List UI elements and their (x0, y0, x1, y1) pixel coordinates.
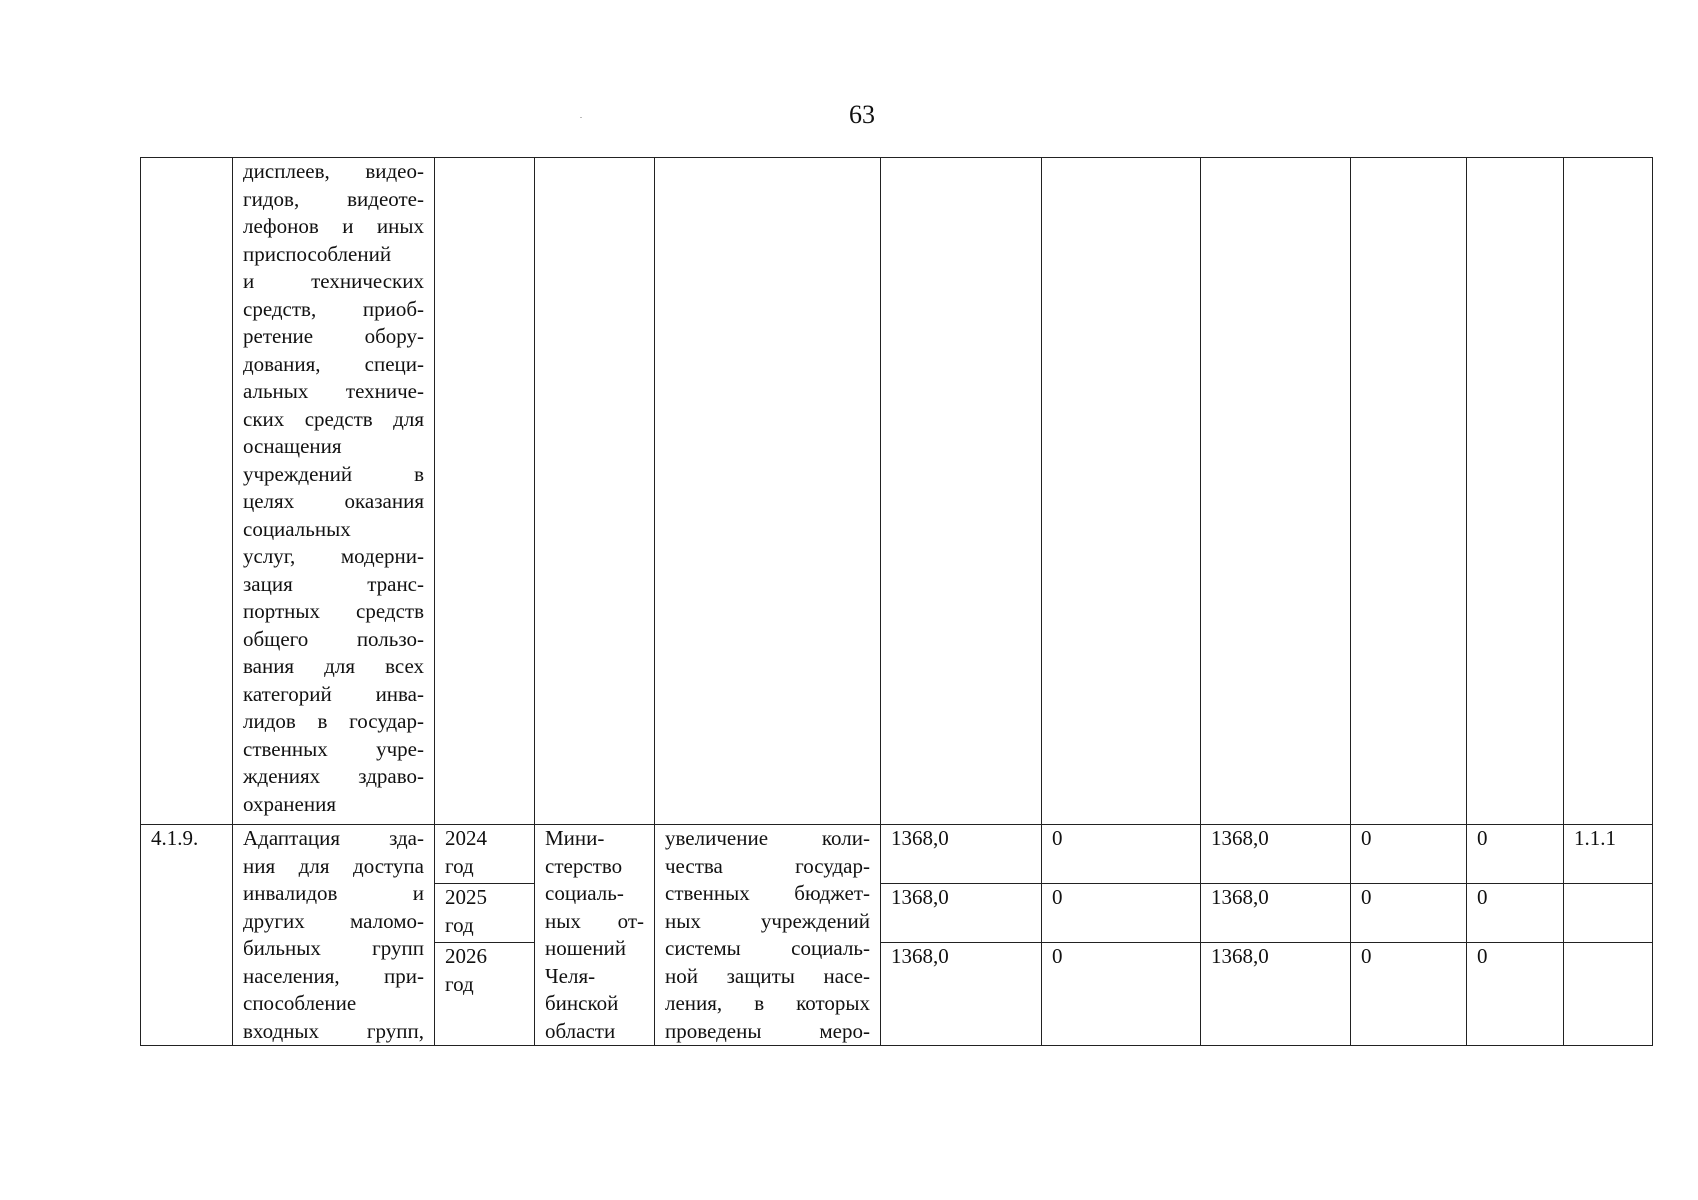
cell-regional: 1368,0 (1201, 825, 1351, 884)
year-unit: год (445, 912, 474, 937)
cell-total: 1368,0 (881, 943, 1042, 1046)
year-value: 2025 (445, 885, 487, 910)
description-line: лидов в государ- (243, 709, 424, 733)
description-line: услуг, модерни- (243, 544, 424, 568)
executor-line: ных от- (545, 908, 644, 933)
cell-executor (535, 825, 655, 1046)
description-line: и технических (243, 269, 424, 293)
table-row-continuation (141, 158, 1653, 825)
cell-year (435, 158, 535, 825)
cell-other: 0 (1467, 943, 1564, 1046)
cell-total (881, 158, 1042, 825)
description-line: ждениях здраво- (243, 764, 424, 788)
description-line: целях оказания (243, 489, 424, 513)
description-line: лефонов и иных (243, 214, 424, 238)
executor-line: области (545, 1018, 616, 1043)
description-line: средств, приоб- (243, 296, 424, 321)
description-line: социальных (243, 516, 351, 541)
cell-federal: 0 (1042, 943, 1201, 1046)
cell-local: 0 (1351, 943, 1467, 1046)
cell-regional: 1368,0 (1201, 943, 1351, 1046)
cell-indicator: 1.1.1 (1564, 825, 1653, 884)
description-line: способление (243, 991, 357, 1015)
description-line: ственных учре- (243, 736, 424, 761)
cell-year (435, 943, 535, 1046)
cell-regional (1201, 158, 1351, 825)
year-value: 2026 (445, 944, 487, 969)
description-line: гидов, видеоте- (243, 186, 424, 211)
description-line: бильных групп (243, 936, 424, 960)
description-line: ретение обору- (243, 324, 424, 348)
description-line: дования, специ- (243, 351, 424, 376)
executor-line: стерство (545, 853, 623, 878)
executor-line: ношений (545, 936, 626, 960)
result-line: ных учреждений (665, 908, 870, 933)
description-line: общего пользо- (243, 626, 424, 651)
description-line: ских средств для (243, 406, 424, 431)
description-line: инвалидов и (243, 881, 424, 905)
cell-regional: 1368,0 (1201, 884, 1351, 943)
cell-year (435, 825, 535, 884)
cell-result (655, 825, 881, 1046)
table-row-4-1-9-2024 (141, 825, 1653, 884)
year-value: 2024 (445, 826, 487, 850)
cell-description-continued (233, 158, 435, 825)
cell-executor (535, 158, 655, 825)
year-unit: год (445, 971, 474, 996)
cell-number (141, 158, 233, 825)
cell-total: 1368,0 (881, 825, 1042, 884)
executor-line: Челя- (545, 963, 596, 988)
cell-other (1467, 158, 1564, 825)
cell-indicator (1564, 943, 1653, 1046)
description-line: охранения (243, 791, 336, 816)
cell-number: 4.1.9. (141, 825, 233, 1046)
cell-other: 0 (1467, 884, 1564, 943)
year-unit: год (445, 853, 474, 878)
program-activities-table (140, 157, 1653, 1046)
executor-line: социаль- (545, 881, 624, 905)
cell-local: 0 (1351, 884, 1467, 943)
cell-year (435, 884, 535, 943)
cell-indicator (1564, 884, 1653, 943)
cell-local: 0 (1351, 825, 1467, 884)
description-line: ния для доступа (243, 853, 424, 878)
description-line: категорий инва- (243, 681, 424, 706)
cell-description (233, 825, 435, 1046)
result-line: системы социаль- (665, 936, 870, 960)
cell-indicator (1564, 158, 1653, 825)
page-number: 63 (849, 100, 875, 129)
cell-local (1351, 158, 1467, 825)
result-line: проведены меро- (665, 1018, 870, 1043)
result-line: ной защиты насе- (665, 963, 870, 988)
cell-result (655, 158, 881, 825)
cell-federal: 0 (1042, 884, 1201, 943)
cell-federal: 0 (1042, 825, 1201, 884)
description-line: населения, при- (243, 963, 424, 988)
executor-line: Мини- (545, 826, 605, 850)
description-line: входных групп, (243, 1018, 424, 1043)
description-line: учреждений в (243, 461, 424, 486)
description-line: Адаптация зда- (243, 826, 424, 850)
cell-federal (1042, 158, 1201, 825)
description-line: зация транс- (243, 571, 424, 596)
description-line: дисплеев, видео- (243, 159, 424, 183)
description-line: альных техниче- (243, 379, 424, 403)
executor-line: бинской (545, 991, 619, 1015)
description-line: оснащения (243, 434, 342, 458)
cell-other: 0 (1467, 825, 1564, 884)
result-line: увеличение коли- (665, 826, 870, 850)
description-line: портных средств (243, 599, 424, 623)
cell-total: 1368,0 (881, 884, 1042, 943)
result-line: чества государ- (665, 853, 870, 878)
description-line: других маломо- (243, 908, 424, 933)
result-line: ственных бюджет- (665, 881, 870, 905)
description-line: вания для всех (243, 654, 424, 678)
description-line: приспособлений (243, 241, 392, 266)
result-line: ления, в которых (665, 991, 870, 1015)
